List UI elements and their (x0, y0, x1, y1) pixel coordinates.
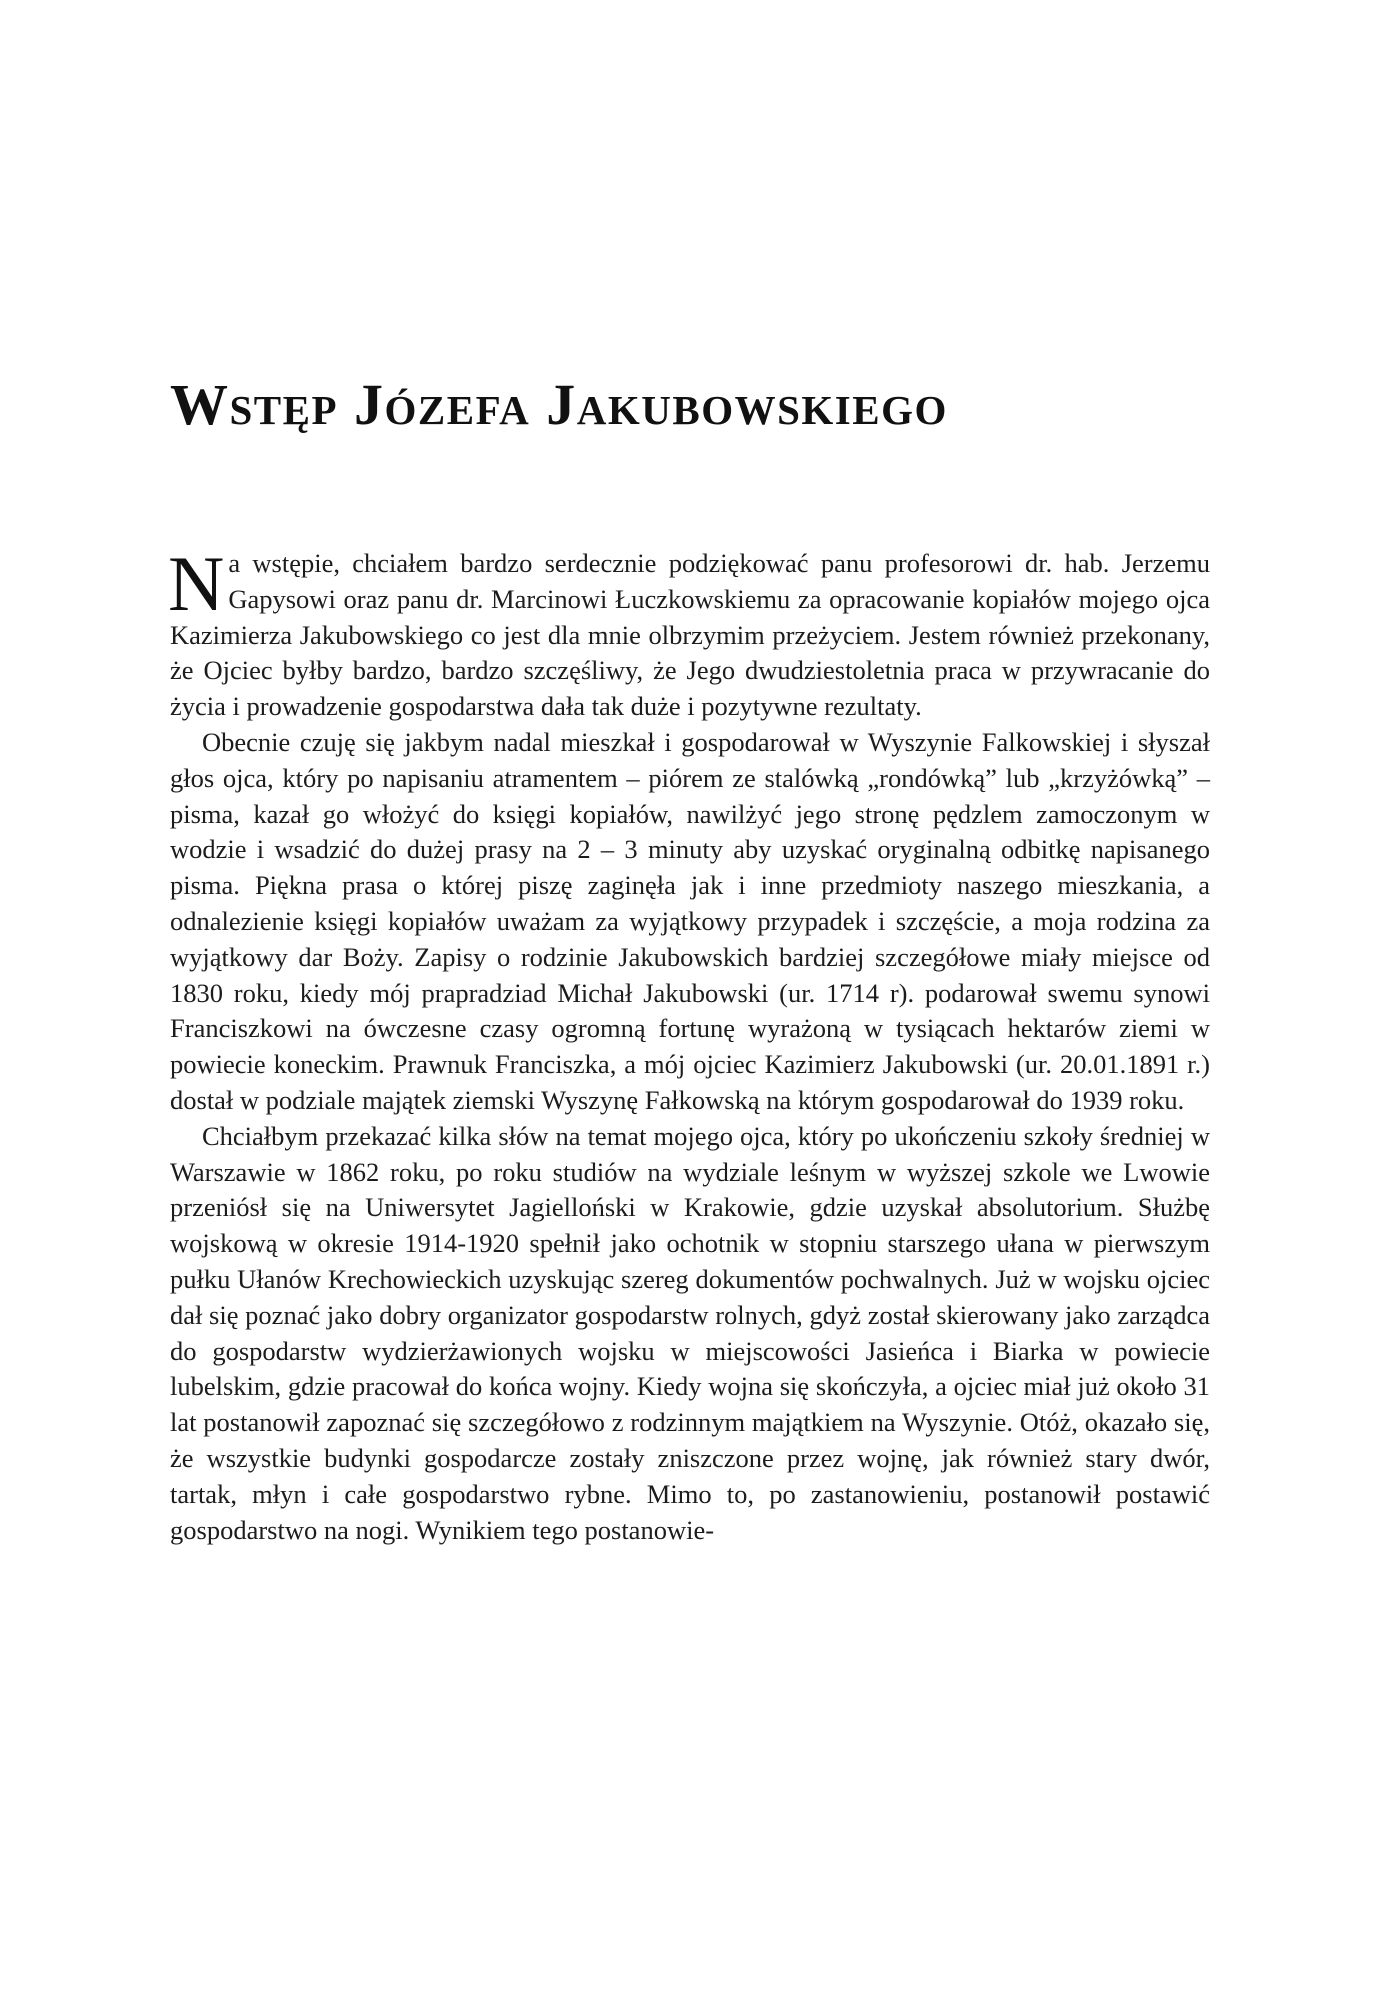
body-text (168, 540, 1210, 1548)
paragraph-1 (168, 540, 1210, 725)
paragraph-2: Obecnie czuję się jakbym nadal mieszkał i gospodarował w Wyszynie Falkowskiej i słyszał głos ojca, który po napisaniu atramentem – piórem ze stalówką „rondówką” lub „krzyżówką” – pisma, kazał go włożyć do księgi kopiałów, nawilżyć jego stronę pędzlem zamoczonym w wodzie i wsadzić do dużej prasy na 2 – 3 minuty aby uzyskać oryginalną odbitkę napisanego pisma. Piękna prasa o której piszę zaginęła jak i inne przedmioty naszego mieszkania, a odnalezienie księgi kopiałów uważam za wyjątkowy przypadek i szczęście, a moja rodzina za wyjątkowy dar Boży. Zapisy o rodzinie Jakubowskich bardziej szczegółowe miały miejsce od 1830 roku, kiedy mój prapradziad Michał Jakubowski (ur. 1714 r). podarował swemu synowi Franciszkowi na ówczesne czasy ogromną fortunę wyrażoną w tysiącach hektarów ziemi w powiecie koneckim. Prawnuk Franciszka, a mój ojciec Kazimierz Jakubowski (ur. 20.01.1891 r.) dostał w podziale majątek ziemski Wyszynę Fałkowską na którym gospodarował do 1939 roku. (170, 726, 1210, 1115)
paragraph-3: Chciałbym przekazać kilka słów na temat mojego ojca, który po ukończeniu szkoły średniej w Warszawie w 1862 roku, po roku studiów na wydziale leśnym w wyższej szkole we Lwowie przeniósł się na Uniwersytet Jagielloński w Krakowie, gdzie uzyskał absolutorium. Służbę wojskową w okresie 1914-1920 spełnił jako ochotnik w stopniu starszego ułana w pierwszym pułku Ułanów Krechowieckich uzyskując szereg dokumentów pochwalnych. Już w wojsku ojciec dał się poznać jako dobry organizator gospodarstw rolnych, gdyż został skierowany jako zarządca do gospodarstw wydzierżawionych wojsku w miejscowości Jasieńca i Biarka w powiecie lubelskim, gdzie pracował do końca wojny. Kiedy wojna się skończyła, a ojciec miał już około 31 lat postanowił zapoznać się szczegółowo z rodzinnym majątkiem na Wyszynie. Otóż, okazało się, że wszystkie budynki gospodarcze zostały zniszczone przez wojnę, jak również stary dwór, tartak, młyn i całe gospodarstwo rybne. Mimo to, po zastanowieniu, postanowił postawić gospodarstwo na nogi. Wynikiem tego postanowie- (170, 1120, 1210, 1545)
drop-cap: N (168, 540, 225, 627)
chapter-heading: Wstęp Józefa Jakubowskiego (170, 372, 948, 437)
paragraph-1-text: a wstępie, chciałem bardzo serdecznie podziękować panu profesorowi dr. hab. Jerzemu Gapysowi oraz panu dr. Marcinowi Łuczkowskiemu za opracowanie kopiałów mojego ojca Kazimierza Jakubowskiego co jest dla mnie olbrzymim przeżyciem. Jestem również przekonany, że Ojciec byłby bardzo, bardzo szczęśliwy, że Jego dwudziestoletnia praca w przywracanie do życia i prowadzenie gospodarstwa dała tak duże i pozytywne rezultaty. (170, 548, 1210, 722)
